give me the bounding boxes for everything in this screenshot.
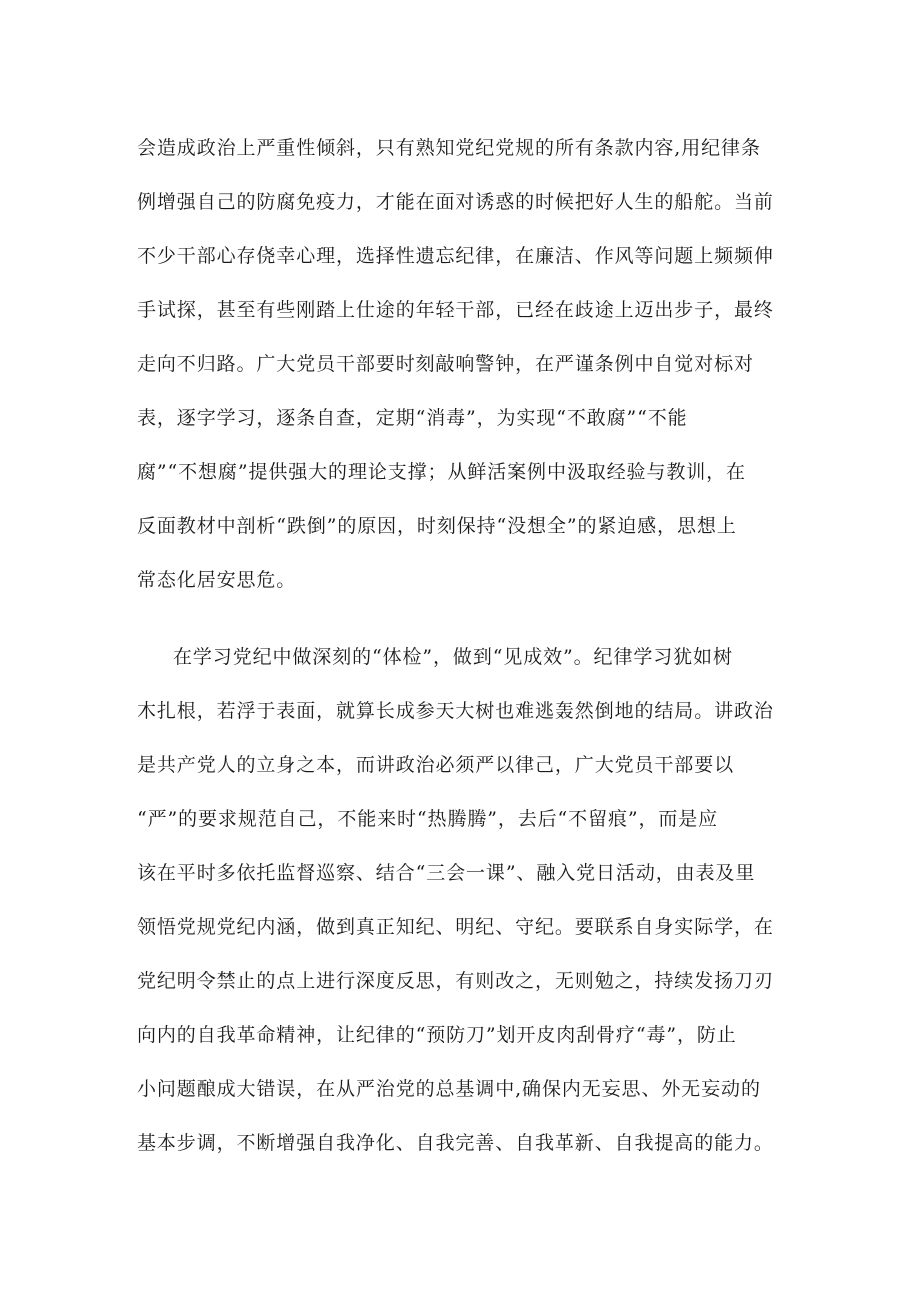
paragraph-2-line-2: 木扎根，若浮于表面，就算长成参天大树也难逃轰然倒地的结局。讲政治	[137, 700, 774, 722]
paragraph-2-line-7: 党纪明令禁止的点上进行深度反思，有则改之，无则勉之，持续发扬刀刃	[137, 970, 774, 992]
paragraph-1-line-7: 腐”“不想腐”提供强大的理论支撑；从鲜活案例中汲取经验与教训，在	[137, 461, 746, 483]
paragraph-1-line-4: 手试探，甚至有些刚踏上仕途的年轻干部，已经在歧途上迈出步子，最终	[137, 299, 774, 321]
paragraph-1-line-2: 例增强自己的防腐免疫力，才能在面对诱惑的时候把好人生的船舵。当前	[137, 191, 774, 213]
paragraph-2-line-8: 向内的自我革命精神，让纪律的“预防刀”划开皮肉刮骨疗“毒”，防止	[137, 1024, 737, 1046]
paragraph-2-line-6: 领悟党规党纪内涵，做到真正知纪、明纪、守纪。要联系自身实际学，在	[137, 916, 774, 938]
paragraph-2-line-9: 小问题酿成大错误，在从严治党的总基调中,确保内无妄思、外无妄动的	[137, 1078, 761, 1100]
paragraph-2-line-10: 基本步调，不断增强自我净化、自我完善、自我革新、自我提高的能力。	[137, 1132, 774, 1154]
paragraph-1-line-9: 常态化居安思危。	[137, 569, 297, 591]
paragraph-1-line-8: 反面教材中剖析“跌倒”的原因，时刻保持“没想全”的紧迫感，思想上	[137, 515, 737, 537]
paragraph-1-line-3: 不少干部心存侥幸心理，选择性遗忘纪律，在廉洁、作风等问题上频频伸	[137, 245, 774, 267]
paragraph-1-line-5: 走向不归路。广大党员干部要时刻敲响警钟，在严谨条例中自觉对标对	[137, 353, 754, 375]
paragraph-1-line-1: 会造成政治上严重性倾斜，只有熟知党纪党规的所有条款内容,用纪律条	[137, 137, 761, 159]
paragraph-2-line-4: “严”的要求规范自己，不能来时“热腾腾”，去后“不留痕”，而是应	[137, 808, 719, 830]
paragraph-2-line-3: 是共产党人的立身之本，而讲政治必须严以律己，广大党员干部要以	[137, 754, 735, 776]
paragraph-1-line-6: 表，逐字学习，逐条自查，定期“消毒”，为实现“不敢腐”“不能	[137, 407, 688, 429]
paragraph-2-line-1: 在学习党纪中做深刻的“体检”，做到“见成效”。纪律学习犹如树	[173, 646, 733, 668]
paragraph-2-line-5: 该在平时多依托监督巡察、结合“三会一课”、融入党日活动，由表及里	[137, 862, 756, 884]
